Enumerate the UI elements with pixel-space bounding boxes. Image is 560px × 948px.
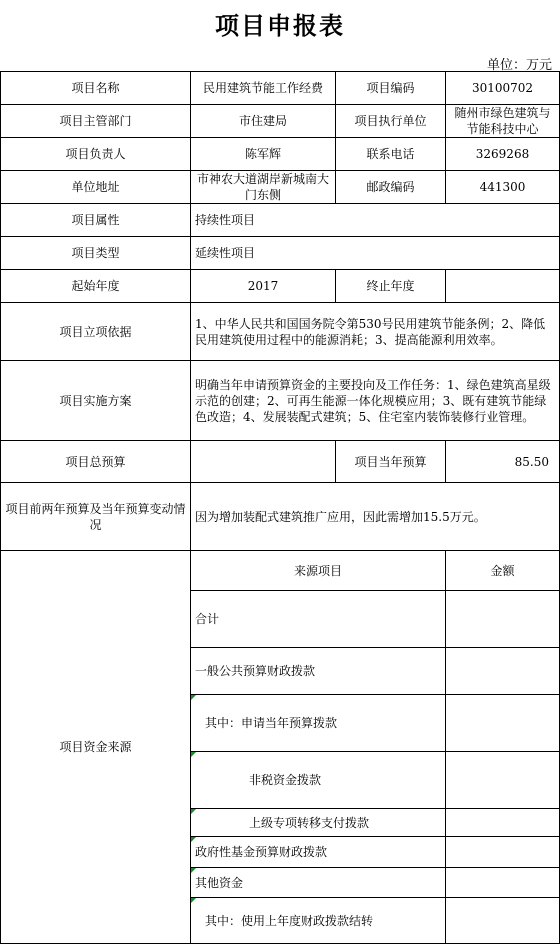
funds-item-gov-fund: 政府性基金预算财政拨款 bbox=[191, 837, 446, 868]
table-row bbox=[1, 105, 560, 138]
table-row bbox=[1, 204, 560, 237]
basis-label: 项目立项依据 bbox=[1, 303, 191, 361]
project-name-value: 民用建筑节能工作经费 bbox=[191, 72, 336, 105]
table-row bbox=[1, 138, 560, 171]
dept-value: 市住建局 bbox=[191, 105, 336, 138]
table-row bbox=[1, 361, 560, 441]
exec-unit-value: 随州市绿色建筑与节能科技中心 bbox=[446, 105, 560, 138]
funds-header-source: 来源项目 bbox=[191, 551, 446, 591]
total-budget-value bbox=[191, 441, 336, 483]
application-table bbox=[0, 71, 560, 944]
leader-value: 陈军辉 bbox=[191, 138, 336, 171]
postcode-label: 邮政编码 bbox=[336, 171, 446, 204]
plan-label: 项目实施方案 bbox=[1, 361, 191, 441]
exec-unit-label: 项目执行单位 bbox=[336, 105, 446, 138]
funds-amount bbox=[446, 591, 560, 648]
funds-item-total: 合计 bbox=[191, 591, 446, 648]
project-code-value: 30100702 bbox=[446, 72, 560, 105]
funds-item-transfer: 上级专项转移支付拨款 bbox=[191, 809, 446, 837]
funds-amount bbox=[446, 809, 560, 837]
funds-amount bbox=[446, 868, 560, 898]
funds-amount bbox=[446, 752, 560, 809]
funds-item-non-tax: 非税资金拨款 bbox=[191, 752, 446, 809]
end-year-label: 终止年度 bbox=[336, 270, 446, 303]
funds-amount bbox=[446, 648, 560, 695]
table-row bbox=[1, 171, 560, 204]
dept-label: 项目主管部门 bbox=[1, 105, 191, 138]
funds-item-other: 其他资金 bbox=[191, 868, 446, 898]
table-row bbox=[1, 483, 560, 551]
funds-amount bbox=[446, 898, 560, 944]
funds-item-current-year: 其中：申请当年预算拨款 bbox=[191, 695, 446, 752]
funds-header-amount: 金额 bbox=[446, 551, 560, 591]
project-name-label: 项目名称 bbox=[1, 72, 191, 105]
attribute-value: 持续性项目 bbox=[191, 204, 560, 237]
type-label: 项目类型 bbox=[1, 237, 191, 270]
funds-source-label: 项目资金来源 bbox=[1, 551, 191, 944]
plan-value: 明确当年申请预算资金的主要投向及工作任务：1、绿色建筑高星级示范的创建；2、可再生能源一体化规模应用；3、既有建筑节能绿色改造；4、发展装配式建筑；5、住宅室内装饰装修行业管理。 bbox=[191, 361, 560, 441]
postcode-value: 441300 bbox=[446, 171, 560, 204]
start-year-value: 2017 bbox=[191, 270, 336, 303]
phone-value: 3269268 bbox=[446, 138, 560, 171]
project-code-label: 项目编码 bbox=[336, 72, 446, 105]
table-row bbox=[1, 72, 560, 105]
total-budget-label: 项目总预算 bbox=[1, 441, 191, 483]
year-budget-label: 项目当年预算 bbox=[336, 441, 446, 483]
table-row bbox=[1, 237, 560, 270]
table-row bbox=[1, 270, 560, 303]
table-row bbox=[1, 303, 560, 361]
leader-label: 项目负责人 bbox=[1, 138, 191, 171]
basis-value: 1、中华人民共和国国务院令第530号民用建筑节能条例；2、降低民用建筑使用过程中的能源消耗；3、提高能源利用效率。 bbox=[191, 303, 560, 361]
budget-change-label: 项目前两年预算及当年预算变动情况 bbox=[1, 483, 191, 551]
year-budget-value: 85.50 bbox=[446, 441, 560, 483]
attribute-label: 项目属性 bbox=[1, 204, 191, 237]
table-row bbox=[1, 441, 560, 483]
table-row bbox=[1, 551, 560, 591]
funds-item-carryover: 其中：使用上年度财政拨款结转 bbox=[191, 898, 446, 944]
funds-amount bbox=[446, 837, 560, 868]
address-label: 单位地址 bbox=[1, 171, 191, 204]
phone-label: 联系电话 bbox=[336, 138, 446, 171]
end-year-value bbox=[446, 270, 560, 303]
form-title: 项目申报表 bbox=[215, 12, 345, 40]
start-year-label: 起始年度 bbox=[1, 270, 191, 303]
unit-note: 单位：万元 bbox=[486, 58, 552, 73]
budget-change-value: 因为增加装配式建筑推广应用，因此需增加15.5万元。 bbox=[191, 483, 560, 551]
funds-amount bbox=[446, 695, 560, 752]
type-value: 延续性项目 bbox=[191, 237, 560, 270]
funds-item-general-budget: 一般公共预算财政拨款 bbox=[191, 648, 446, 695]
address-value: 市神农大道湖岸新城南大门东侧 bbox=[191, 171, 336, 204]
